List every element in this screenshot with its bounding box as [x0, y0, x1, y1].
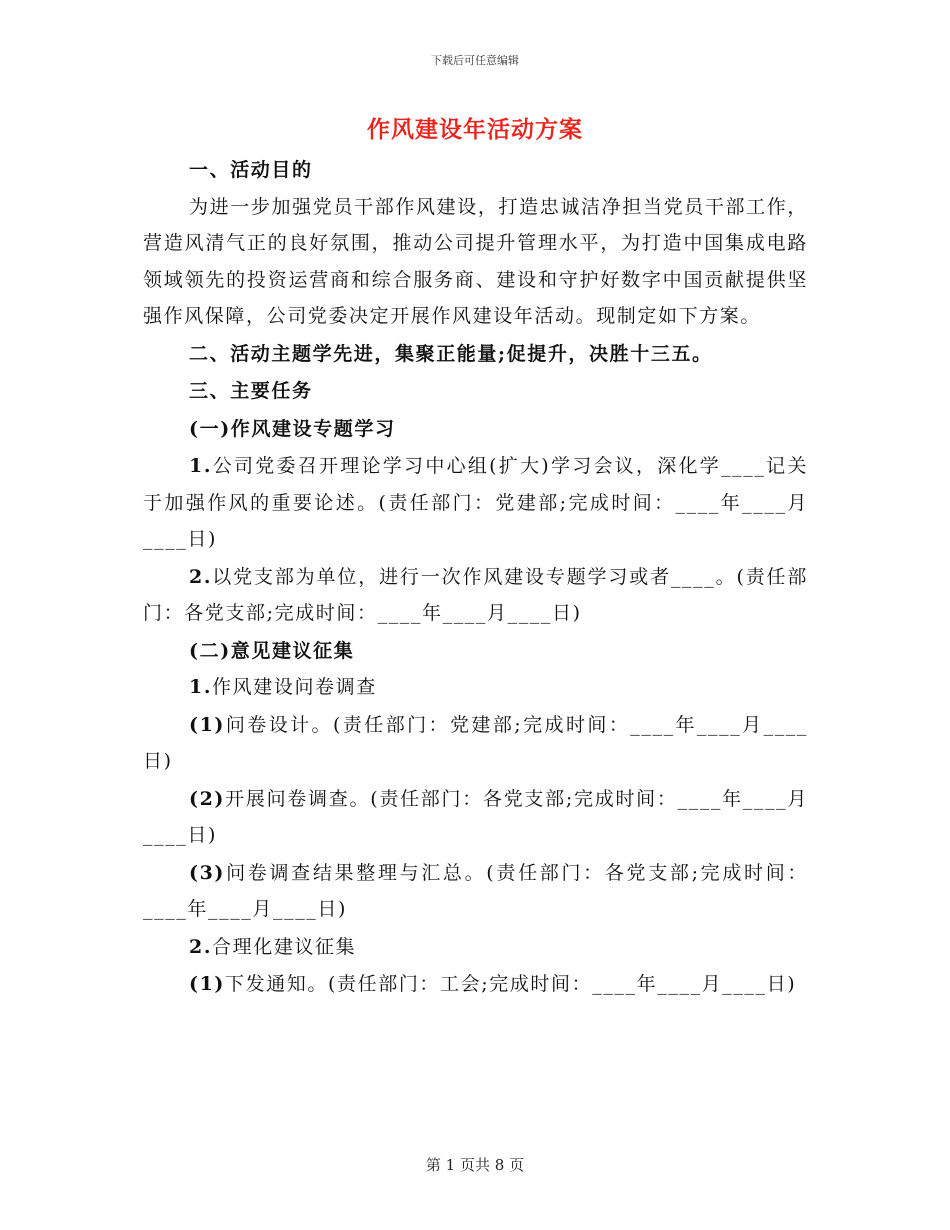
- subsection-2-item-2: [143, 929, 808, 966]
- subsection-2-item-1: [143, 669, 808, 706]
- section-3-heading: 三、主要任务: [189, 380, 313, 402]
- survey-step-1: [143, 707, 808, 780]
- item-text: 问卷调查结果整理与汇总。(责任部门：各党支部;完成时间：____年____月____日): [143, 861, 808, 920]
- item-text: 作风建设问卷调查: [212, 676, 377, 698]
- item-number: (2): [189, 787, 225, 810]
- suggestion-step-1: [143, 966, 808, 1003]
- section-1-heading: 一、活动目的: [189, 159, 313, 181]
- item-number: 1.: [189, 676, 213, 698]
- section-2-heading: 二、活动主题学先进，集聚正能量;促提升，决胜十三五。: [189, 342, 713, 365]
- item-text: 以党支部为单位，进行一次作风建设专题学习或者____。(责任部门：各党支部;完成时间：____年____月____日): [143, 565, 808, 624]
- section-1-paragraph: 为进一步加强党员干部作风建设，打造忠诚洁净担当党员干部工作，营造风清气正的良好氛围，推动公司提升管理水平，为打造中国集成电路领域领先的投资运营商和综合服务商、建设和守护好数字中国贡献提供坚强作风保障，公司党委决定开展作风建设年活动。现制定如下方案。: [143, 195, 808, 327]
- item-number: (1): [189, 713, 225, 736]
- item-number: (3): [189, 861, 225, 884]
- subsection-1-item-1: [143, 448, 808, 558]
- page-footer: 第 1 页共 8 页: [425, 1156, 525, 1174]
- item-number: (1): [189, 973, 225, 995]
- survey-step-2: [143, 781, 808, 854]
- subsection-1-item-2: [143, 559, 808, 632]
- item-text: 开展问卷调查。(责任部门：各党支部;完成时间：____年____月____日): [143, 787, 808, 846]
- subsection-1-heading: (一)作风建设专题学习: [189, 417, 396, 440]
- document-title: 作风建设年活动方案: [367, 116, 583, 143]
- survey-step-3: [143, 855, 808, 928]
- document-body: [143, 152, 808, 1003]
- item-text: 合理化建议征集: [212, 935, 357, 958]
- item-number: 2.: [189, 935, 213, 958]
- page-header: 下载后可任意编辑: [431, 54, 519, 67]
- subsection-2-heading: (二)意见建议征集: [189, 639, 355, 662]
- item-number: 1.: [189, 455, 213, 477]
- item-text: 下发通知。(责任部门：工会;完成时间：____年____月____日): [225, 973, 797, 995]
- item-text: 公司党委召开理论学习中心组(扩大)学习会议，深化学____记关于加强作风的重要论述。(责任部门：党建部;完成时间：____年____月____日): [143, 455, 808, 550]
- item-text: 问卷设计。(责任部门：党建部;完成时间：____年____月____日): [143, 713, 808, 772]
- item-number: 2.: [189, 565, 213, 588]
